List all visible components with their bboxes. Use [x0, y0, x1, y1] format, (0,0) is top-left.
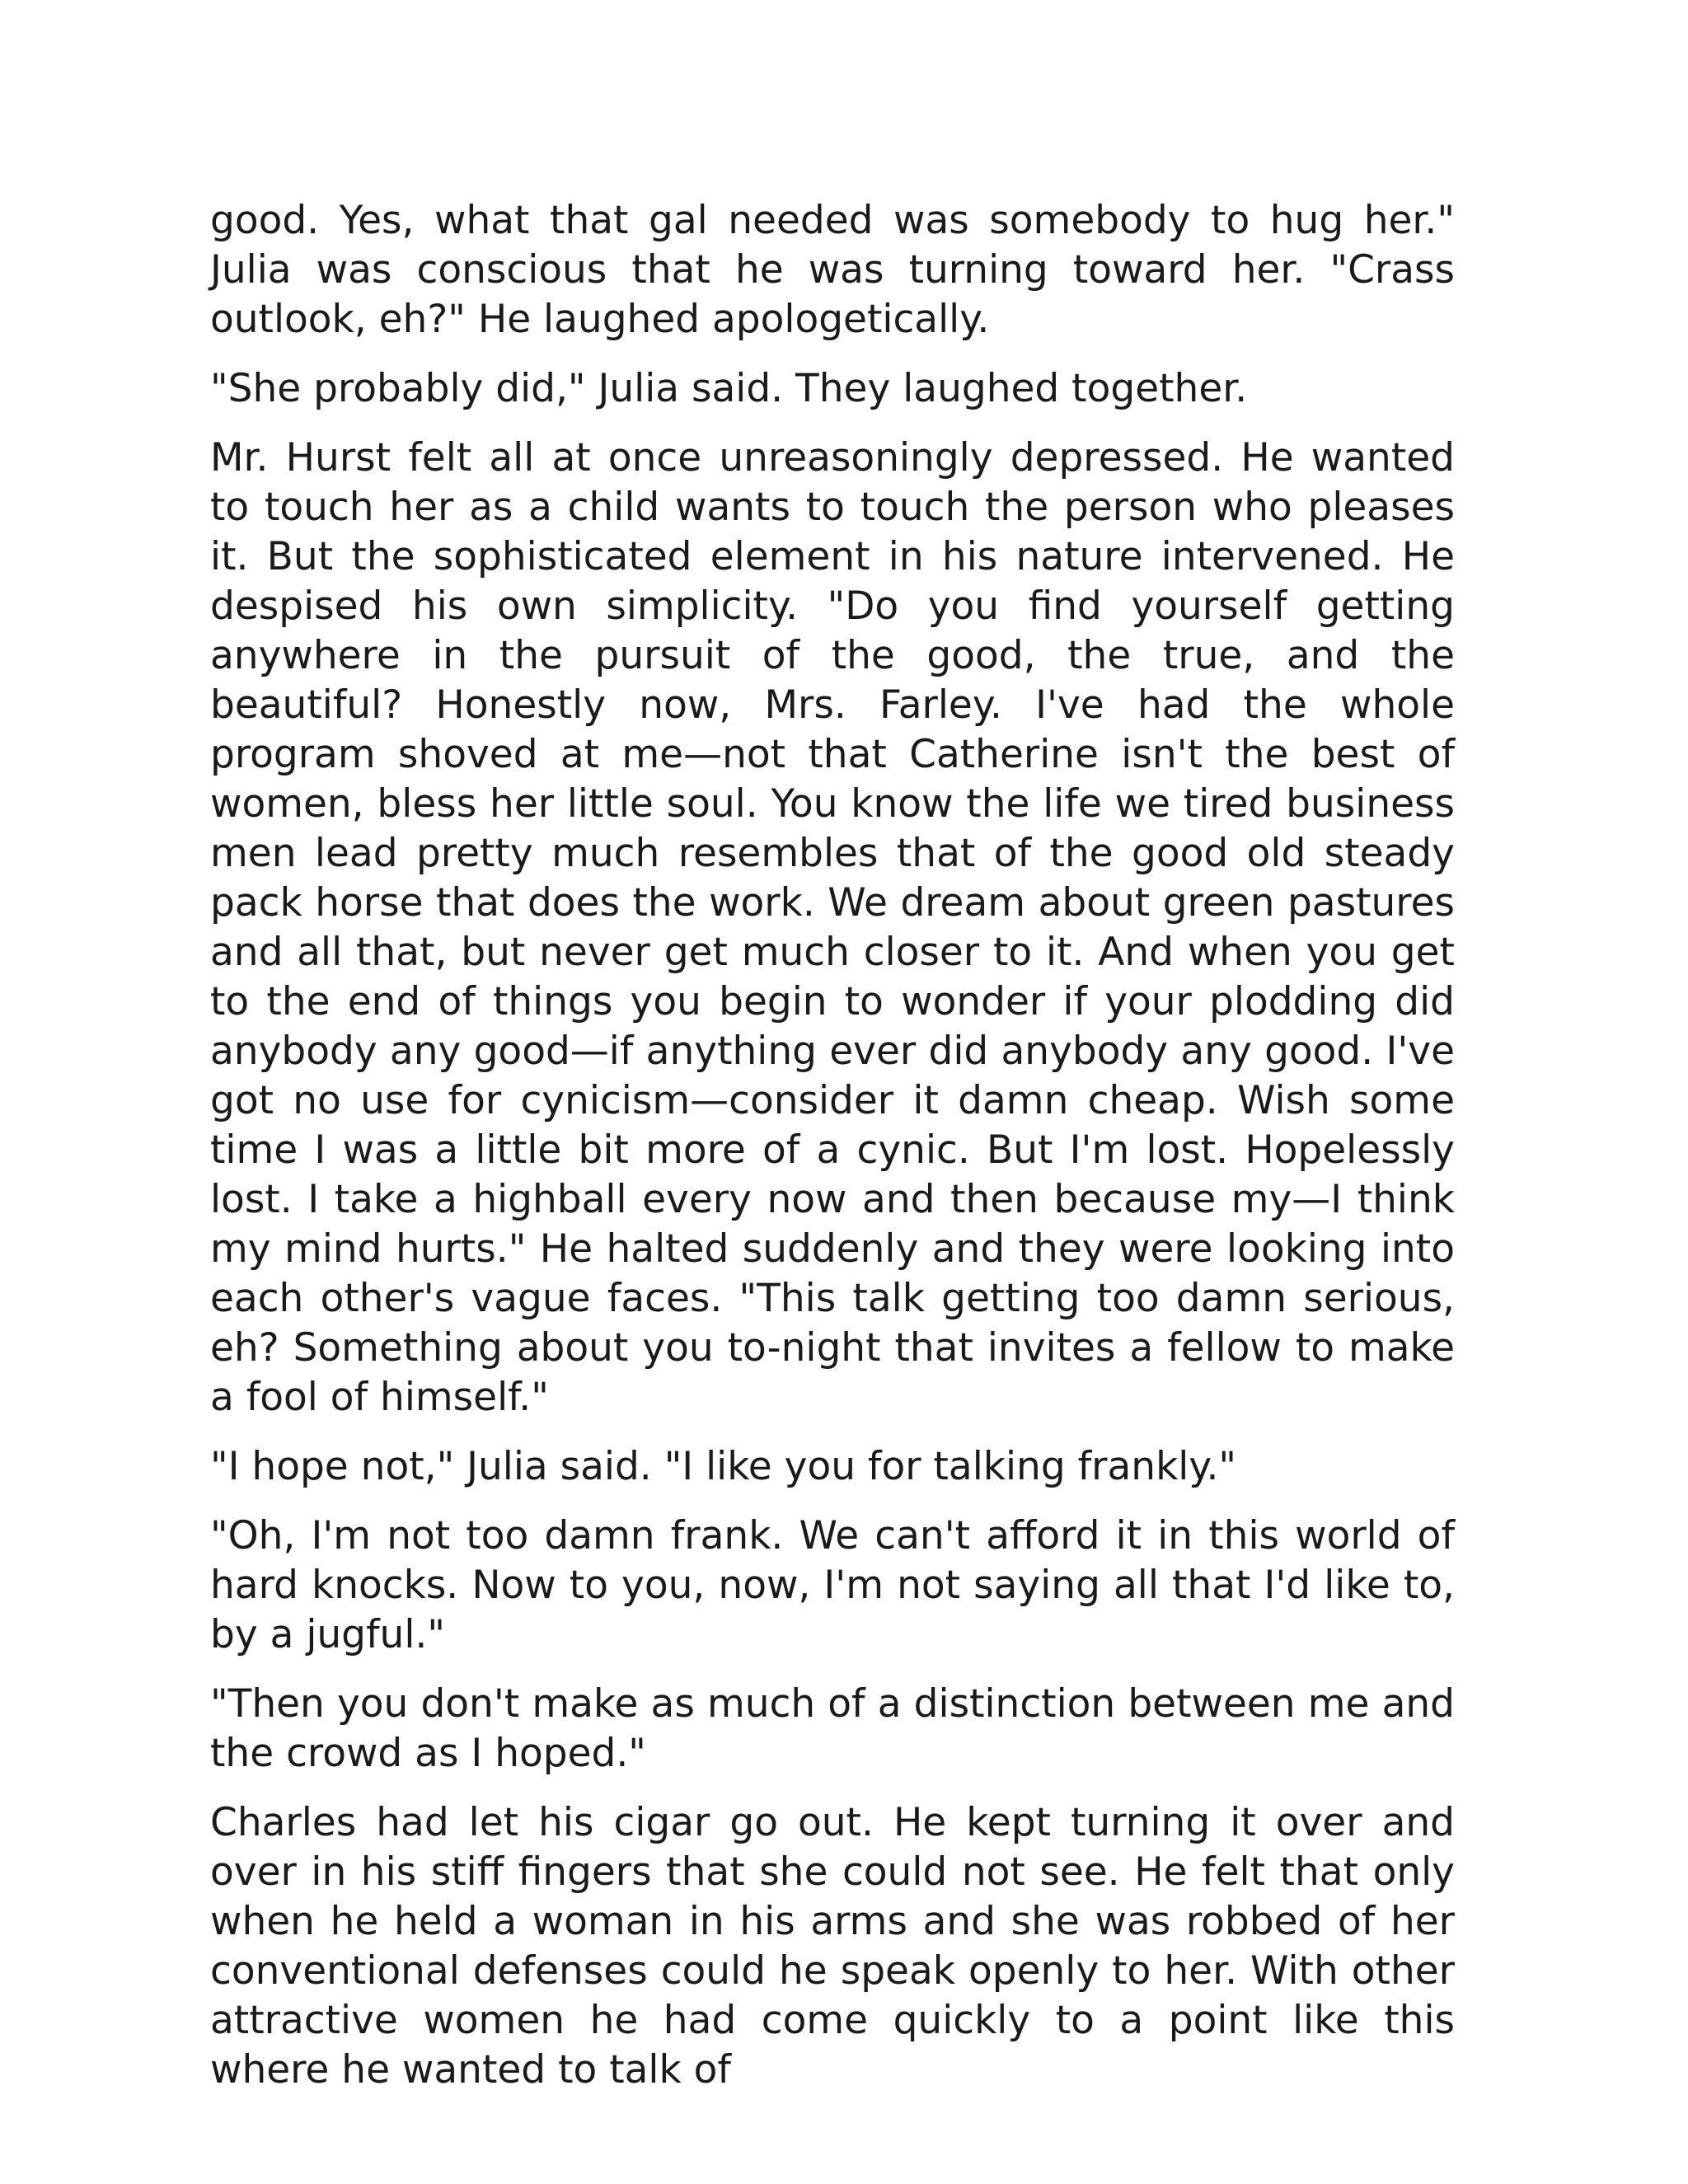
paragraph-6: "Then you don't make as much of a distinction between me and the crowd as I hoped.": [210, 1681, 1455, 1776]
paragraph-1: good. Yes, what that gal needed was somebody to hug her." Julia was conscious that he was turning toward her. "Crass outlook, eh?" He laughed apologetically.: [210, 198, 1455, 342]
paragraph-3: Mr. Hurst felt all at once unreasoningly depressed. He wanted to touch her as a child wants to touch the person who pleases it. But the sophisticated element in his nature intervened. He despised his own simplicity. "Do you find yourself getting anywhere in the pursuit of the good, the true, and the beautiful? Honestly now, Mrs. Farley. I've had the whole program shoved at me—not that Catherine isn't the best of women, bless her little soul. You know the life we tired business men lead pretty much resembles that of the good old steady pack horse that does the work. We dream about green pastures and all that, but never get much closer to it. And when you get to the end of things you begin to wonder if your plodding did anybody any good—if anything ever did anybody any good. I've got no use for cynicism—consider it damn cheap. Wish some time I was a little bit more of a cynic. But I'm lost. Hopelessly lost. I take a highball every now and then because my—I think my mind hurts." He halted suddenly and they were looking into each other's vague faces. "This talk getting too damn serious, eh? Something about you to-night that invites a fellow to make a fool of himself.": [210, 435, 1455, 1420]
paragraph-5: "Oh, I'm not too damn frank. We can't afford it in this world of hard knocks. Now to you, now, I'm not saying all that I'd like to, by a jugful.": [210, 1513, 1455, 1657]
paragraph-7: Charles had let his cigar go out. He kept turning it over and over in his stiff fingers that she could not see. He felt that only when he held a woman in his arms and she was robbed of her conventional defenses could he speak openly to her. With other attractive women he had come quickly to a point like this where he wanted to talk of: [210, 1800, 1455, 2093]
document-page: [210, 196, 1455, 2115]
paragraph-4: "I hope not," Julia said. "I like you for talking frankly.": [210, 1444, 1237, 1489]
paragraph-2: "She probably did," Julia said. They laughed together.: [210, 366, 1248, 411]
